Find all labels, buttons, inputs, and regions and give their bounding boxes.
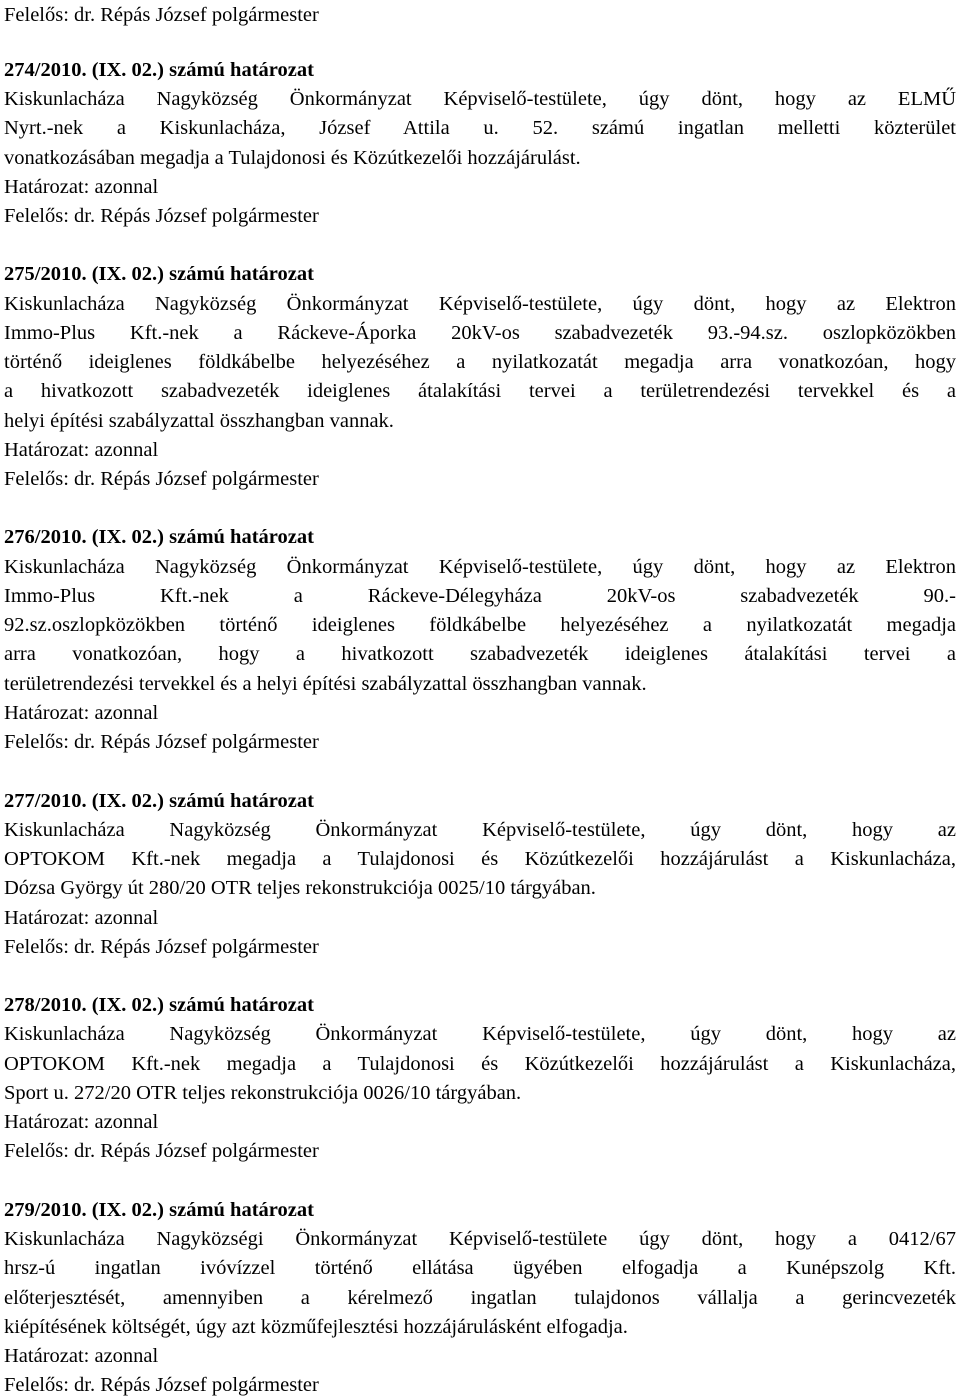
deadline-line: Határozat: azonnal xyxy=(4,439,159,461)
resolution-heading: 277/2010. (IX. 02.) számú határozat xyxy=(4,790,314,812)
responsible-line: Felelős: dr. Répás József polgármester xyxy=(4,936,319,958)
responsible-line: Felelős: dr. Répás József polgármester xyxy=(4,4,319,26)
body-text-line: Kiskunlacháza Nagyközségi Önkormányzat Képviselő-testülete úgy dönt, hogy a 0412/67 xyxy=(4,1228,956,1250)
body-text-line: Kiskunlacháza Nagyközség Önkormányzat Képviselő-testülete, úgy dönt, hogy az xyxy=(4,1023,956,1045)
resolution-heading: 275/2010. (IX. 02.) számú határozat xyxy=(4,263,314,285)
body-text-line: Kiskunlacháza Nagyközség Önkormányzat Képviselő-testülete, úgy dönt, hogy az Elektron xyxy=(4,293,956,315)
responsible-line: Felelős: dr. Répás József polgármester xyxy=(4,731,319,753)
body-text-line: hrsz-ú ingatlan ivóvízzel történő ellátása ügyében elfogadja a Kunépszolg Kft. xyxy=(4,1257,956,1279)
responsible-line: Felelős: dr. Répás József polgármester xyxy=(4,468,319,490)
body-text-line: OPTOKOM Kft.-nek megadja a Tulajdonosi és Közútkezelői hozzájárulást a Kiskunlacháza, xyxy=(4,1053,956,1075)
body-text-line: Dózsa György út 280/20 OTR teljes rekonstrukciója 0025/10 tárgyában. xyxy=(4,877,596,899)
responsible-line: Felelős: dr. Répás József polgármester xyxy=(4,205,319,227)
body-text-line: előterjesztését, amennyiben a kérelmező ingatlan tulajdonos vállalja a gerincvezeték xyxy=(4,1287,956,1309)
body-text-line: területrendezési tervekkel és a helyi építési szabályzattal összhangban vannak. xyxy=(4,673,647,695)
deadline-line: Határozat: azonnal xyxy=(4,907,159,929)
body-text-line: arra vonatkozóan, hogy a hivatkozott szabadvezeték ideiglenes átalakítási tervei a xyxy=(4,643,956,665)
deadline-line: Határozat: azonnal xyxy=(4,1111,159,1133)
resolution-heading: 274/2010. (IX. 02.) számú határozat xyxy=(4,59,314,81)
body-text-line: Kiskunlacháza Nagyközség Önkormányzat Képviselő-testülete, úgy dönt, hogy az xyxy=(4,819,956,841)
responsible-line: Felelős: dr. Répás József polgármester xyxy=(4,1374,319,1396)
body-text-line: Immo-Plus Kft.-nek a Ráckeve-Áporka 20kV-os szabadvezeték 93.-94.sz. oszlopközökben xyxy=(4,322,956,344)
body-text-line: vonatkozásában megadja a Tulajdonosi és Közútkezelői hozzájárulást. xyxy=(4,147,581,169)
body-text-line: Sport u. 272/20 OTR teljes rekonstrukciója 0026/10 tárgyában. xyxy=(4,1082,522,1104)
body-text-line: kiépítésének költségét, úgy azt közműfejlesztési hozzájárulásként elfogadja. xyxy=(4,1316,628,1338)
body-text-line: 92.sz.oszlopközökben történő ideiglenes földkábelbe helyezéséhez a nyilatkozatát megadja xyxy=(4,614,956,636)
body-text-line: a hivatkozott szabadvezeték ideiglenes átalakítási tervei a területrendezési tervekkel és a xyxy=(4,380,956,402)
deadline-line: Határozat: azonnal xyxy=(4,176,159,198)
body-text-line: helyi építési szabályzattal összhangban vannak. xyxy=(4,410,394,432)
deadline-line: Határozat: azonnal xyxy=(4,1345,159,1367)
deadline-line: Határozat: azonnal xyxy=(4,702,159,724)
resolution-heading: 276/2010. (IX. 02.) számú határozat xyxy=(4,526,314,548)
resolution-heading: 279/2010. (IX. 02.) számú határozat xyxy=(4,1199,314,1221)
resolution-heading: 278/2010. (IX. 02.) számú határozat xyxy=(4,994,314,1016)
body-text-line: OPTOKOM Kft.-nek megadja a Tulajdonosi és Közútkezelői hozzájárulást a Kiskunlacháza, xyxy=(4,848,956,870)
body-text-line: Immo-Plus Kft.-nek a Ráckeve-Délegyháza 20kV-os szabadvezeték 90.- xyxy=(4,585,956,607)
body-text-line: Kiskunlacháza Nagyközség Önkormányzat Képviselő-testülete, úgy dönt, hogy az ELMŰ xyxy=(4,88,956,110)
body-text-line: történő ideiglenes földkábelbe helyezéséhez a nyilatkozatát megadja arra vonatkozóan, hogy xyxy=(4,351,956,373)
responsible-line: Felelős: dr. Répás József polgármester xyxy=(4,1140,319,1162)
body-text-line: Kiskunlacháza Nagyközség Önkormányzat Képviselő-testülete, úgy dönt, hogy az Elektron xyxy=(4,556,956,578)
body-text-line: Nyrt.-nek a Kiskunlacháza, József Attila u. 52. számú ingatlan melletti közterület xyxy=(4,117,956,139)
